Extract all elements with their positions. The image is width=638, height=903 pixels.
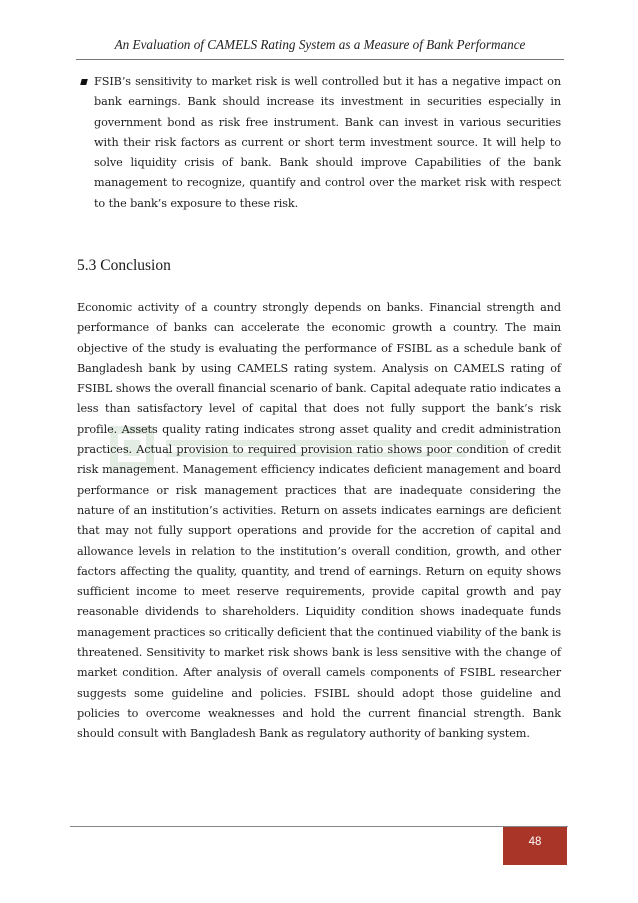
conclusion-paragraph: Economic activity of a country strongly depends on banks. Financial strength and performance of banks can accelerate the economic growth a country. The main objective of the study is evaluating the performance of FSIBL as a schedule bank of Bangladesh bank by using CAMELS rating system. Analysis on CAMELS rating of FSIBL shows the overall financial scenario of bank. Capital adequate ratio indicates a less than satisfactory level of capital that does not fully support the bank’s risk profile. Assets quality rating indicates strong asset quality and credit administration practices. Actual provision to required provision ratio shows poor condition of credit risk management. Management efficiency indicates deficient management and board performance or risk management practices that are inadequate considering the nature of an institution’s activities. Return on assets indicates earnings are deficient that may not fully support operations and provide for the accretion of capital and allowance levels in relation to the institution’s overall condition, growth, and other factors affecting the quality, quantity, and trend of earnings. Return on equity shows sufficient income to meet reserve requirements, provide capital growth and pay reasonable dividends to shareholders. Liquidity condition shows inadequate funds management practices so critically deficient that the continued viability of the bank is threatened. Sensitivity to market risk shows bank is less sensitive with the change of market condition. After analysis of overall camels components of FSIBL researcher suggests some guideline and policies. FSIBL should adopt those guideline and policies to overcome weaknesses and hold the current financial strength. Bank should consult with Bangladesh Bank as regulatory authority of banking system. bbox=[77, 301, 561, 741]
footer-rule bbox=[70, 826, 568, 827]
bullet-item bbox=[94, 72, 561, 214]
running-header: An Evaluation of CAMELS Rating System as a Measure of Bank Performance bbox=[76, 37, 564, 60]
bullet-square-icon bbox=[80, 79, 88, 85]
page-number: 48 bbox=[503, 827, 567, 865]
conclusion-section bbox=[77, 298, 561, 745]
section-heading: 5.3 Conclusion bbox=[77, 257, 171, 274]
bullet-text: FSIB’s sensitivity to market risk is well controlled but it has a negative impact on bank earnings. Bank should increase its investment in securities especially in government bond as risk free instrument. Bank can invest in various securities with their risk factors as current or short term investment source. It will help to solve liquidity crisis of bank. Bank should improve Capabilities of the bank management to recognize, quantify and control over the market risk with respect to the bank’s exposure to these risk. bbox=[94, 75, 561, 210]
